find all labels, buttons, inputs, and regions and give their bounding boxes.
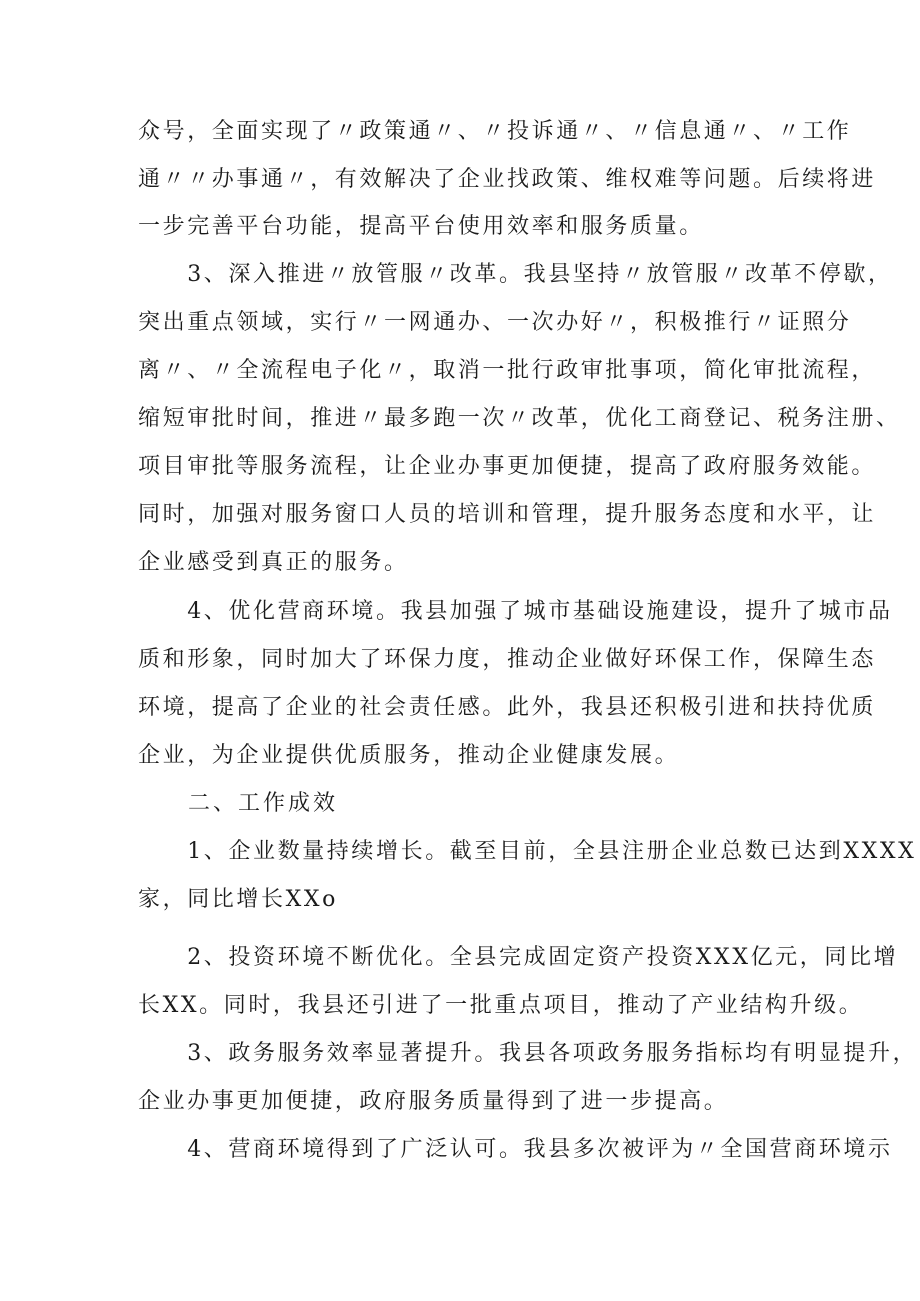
text-line: 企业感受到真正的服务。 xyxy=(138,550,409,575)
text-line: 同时，加强对服务窗口人员的培训和管理，提升服务态度和水平，让 xyxy=(138,502,877,527)
text-line: 3、政务服务效率显著提升。我县各项政务服务指标均有明显提升， xyxy=(138,1041,918,1066)
text-line: 缩短审批时间，推进〃最多跑一次〃改革，优化工商登记、税务注册、 xyxy=(138,406,901,431)
text-line: 4、营商环境得到了广泛认可。我县多次被评为〃全国营商环境示 xyxy=(138,1137,893,1162)
text-line: 企业，为企业提供优质服务，推动企业健康发展。 xyxy=(138,743,680,768)
text-line: 长XX。同时，我县还引进了一批重点项目，推动了产业结构升级。 xyxy=(138,993,864,1018)
text-line: 1、企业数量持续增长。截至目前，全县注册企业总数已达到XXXX xyxy=(138,839,917,864)
text-line: 项目审批等服务流程，让企业办事更加便捷，提高了政府服务效能。 xyxy=(138,454,877,479)
text-line: 离〃、〃全流程电子化〃，取消一批行政审批事项，简化审批流程， xyxy=(138,358,877,383)
text-line: 质和形象，同时加大了环保力度，推动企业做好环保工作，保障生态 xyxy=(138,647,877,672)
text-line: 企业办事更加便捷，政府服务质量得到了进一步提高。 xyxy=(138,1089,729,1114)
text-line: 环境，提高了企业的社会责任感。此外，我县还积极引进和扶持优质 xyxy=(138,695,877,720)
text-line: 突出重点领域，实行〃一网通办、一次办好〃，积极推行〃证照分 xyxy=(138,310,852,335)
text-line: 3、深入推进〃放管服〃改革。我县坚持〃放管服〃改革不停歇， xyxy=(138,262,893,287)
text-line: 家，同比增长XXo xyxy=(138,887,338,912)
section-heading: 二、工作成效 xyxy=(138,791,339,816)
text-line: 4、优化营商环境。我县加强了城市基础设施建设，提升了城市品 xyxy=(138,599,893,624)
text-line: 2、投资环境不断优化。全县完成固定资产投资XXX亿元，同比增 xyxy=(138,945,899,970)
text-line: 通〃〃办事通〃，有效解决了企业找政策、维权难等问题。后续将进 xyxy=(138,167,877,192)
text-line: 众号，全面实现了〃政策通〃、〃投诉通〃、〃信息通〃、〃工作 xyxy=(138,119,852,144)
text-line: 一步完善平台功能，提高平台使用效率和服务质量。 xyxy=(138,214,704,239)
